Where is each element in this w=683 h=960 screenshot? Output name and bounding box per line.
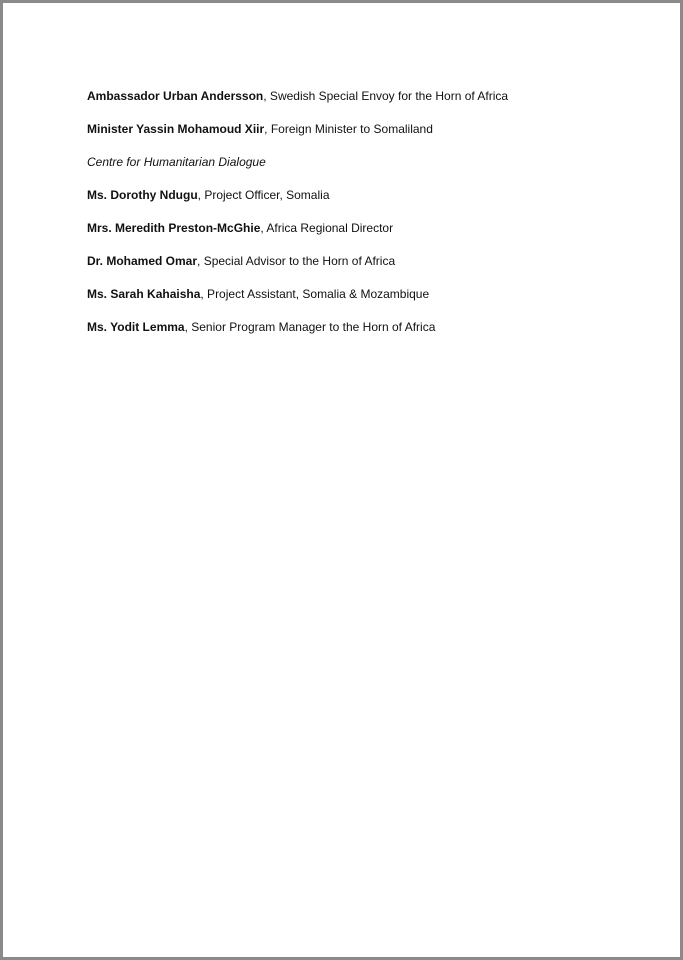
participant-role: , Project Officer, Somalia	[197, 188, 330, 202]
participant-name: Minister Yassin Mohamoud Xiir	[87, 122, 265, 136]
document-page	[3, 3, 680, 957]
participant-role: , Senior Program Manager to the Horn of Africa	[184, 320, 436, 334]
participant-role: , Foreign Minister to Somaliland	[264, 122, 433, 136]
participant-list	[87, 88, 647, 352]
participant-name: Ambassador Urban Andersson	[87, 89, 264, 103]
participant-role: , Swedish Special Envoy for the Horn of Africa	[263, 89, 509, 103]
participant-name: Mrs. Meredith Preston-McGhie	[87, 221, 261, 235]
participant-entry	[87, 286, 647, 303]
participant-entry	[87, 253, 647, 270]
participant-entry	[87, 88, 647, 105]
participant-name: Ms. Yodit Lemma	[87, 320, 185, 334]
participant-role: , Africa Regional Director	[260, 221, 394, 235]
participant-entry	[87, 319, 647, 336]
participant-role: , Special Advisor to the Horn of Africa	[197, 254, 396, 268]
participant-name: Ms. Sarah Kahaisha	[87, 287, 201, 301]
organization-name: Centre for Humanitarian Dialogue	[87, 155, 266, 169]
participant-entry	[87, 187, 647, 204]
participant-name: Ms. Dorothy Ndugu	[87, 188, 198, 202]
participant-entry	[87, 121, 647, 138]
participant-name: Dr. Mohamed Omar	[87, 254, 198, 268]
participant-role: , Project Assistant, Somalia & Mozambique	[200, 287, 430, 301]
organization-heading	[87, 154, 647, 171]
participant-entry	[87, 220, 647, 237]
